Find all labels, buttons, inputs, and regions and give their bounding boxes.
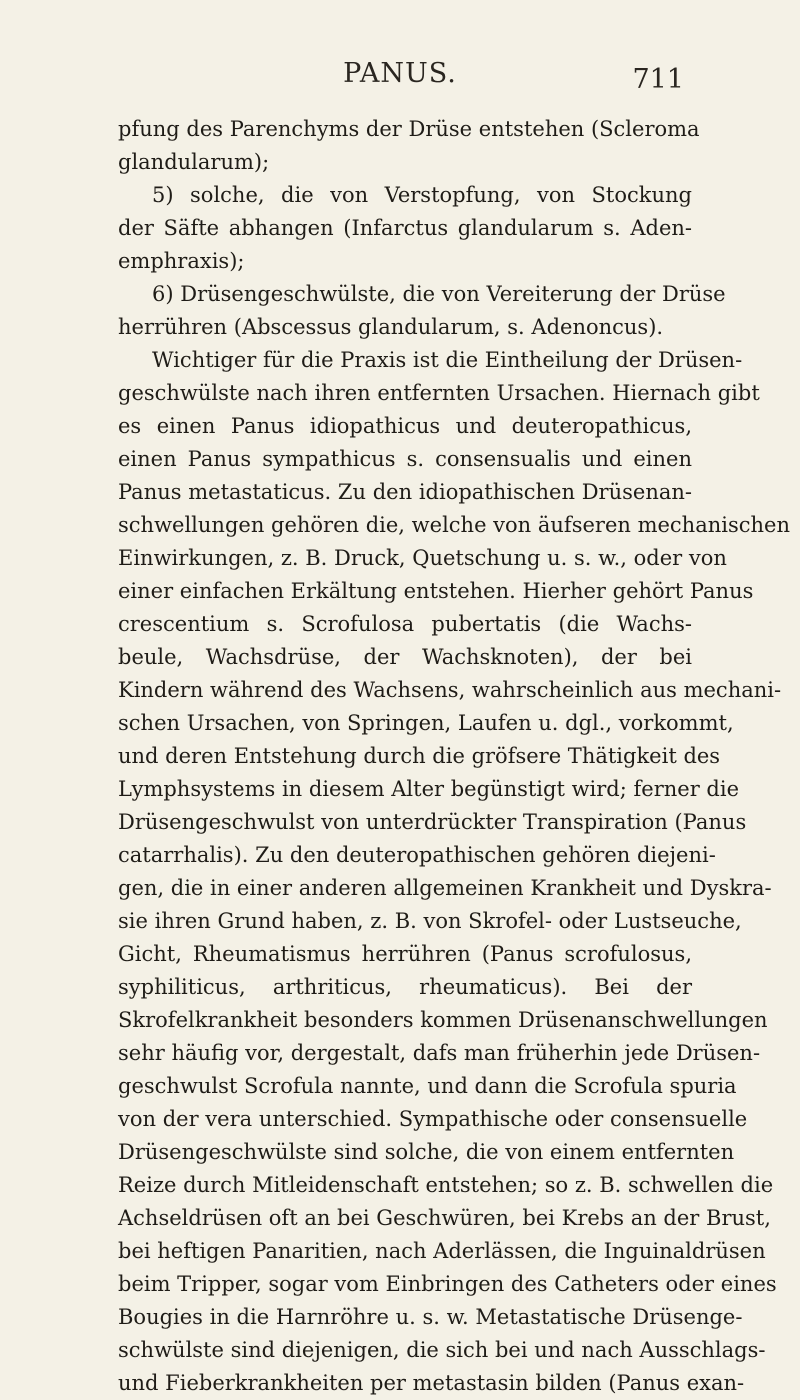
text-line: Panus metastaticus. Zu den idiopathischen Drüsenan- xyxy=(118,480,692,504)
text-line: schwellungen gehören die, welche von äufseren mechanischen xyxy=(118,513,790,537)
page-number: 711 xyxy=(632,64,684,95)
text-line: von der vera unterschied. Sympathische oder consensuelle xyxy=(118,1107,748,1131)
text-line: pfung des Parenchyms der Drüse entstehen (Scleroma xyxy=(118,117,700,141)
text-line: der Säfte abhangen (Infarctus glandularum s. Aden- xyxy=(118,216,692,240)
running-title: PANUS. xyxy=(343,58,457,89)
text-line: einen Panus sympathicus s. consensualis und einen xyxy=(118,447,692,471)
text-line: geschwülste nach ihren entfernten Ursachen. Hiernach gibt xyxy=(118,381,760,405)
text-line: Bougies in die Harnröhre u. s. w. Metastatische Drüsenge- xyxy=(118,1305,743,1329)
text-line: bei heftigen Panaritien, nach Aderlässen, die Inguinaldrüsen xyxy=(118,1239,766,1263)
text-line: es einen Panus idiopathicus und deuteropathicus, xyxy=(118,414,692,438)
text-line: Lymphsystems in diesem Alter begünstigt wird; ferner die xyxy=(118,777,739,801)
text-line: Reize durch Mitleidenschaft entstehen; so z. B. schwellen die xyxy=(118,1173,774,1197)
text-line: Einwirkungen, z. B. Druck, Quetschung u. s. w., oder von xyxy=(118,546,727,570)
text-line: syphiliticus, arthriticus, rheumaticus). Bei der xyxy=(118,975,692,999)
text-line: schwülste sind diejenigen, die sich bei und nach Ausschlags- xyxy=(118,1338,766,1362)
text-line: sie ihren Grund haben, z. B. von Skrofel- oder Lustseuche, xyxy=(118,909,742,933)
text-line: einer einfachen Erkältung entstehen. Hierher gehört Panus xyxy=(118,579,754,603)
page-header xyxy=(0,58,800,98)
text-line: 6) Drüsengeschwülste, die von Vereiterung der Drüse xyxy=(152,282,726,306)
text-line: beule, Wachsdrüse, der Wachsknoten), der bei xyxy=(118,645,692,669)
text-line: herrühren (Abscessus glandularum, s. Adenoncus). xyxy=(118,315,664,339)
text-line: Gicht, Rheumatismus herrühren (Panus scrofulosus, xyxy=(118,942,692,966)
text-line: Wichtiger für die Praxis ist die Eintheilung der Drüsen- xyxy=(152,348,743,372)
text-line: und deren Entstehung durch die gröfsere Thätigkeit des xyxy=(118,744,721,768)
body-text xyxy=(118,113,790,1400)
text-line: Kindern während des Wachsens, wahrscheinlich aus mechani- xyxy=(118,678,782,702)
text-line: geschwulst Scrofula nannte, und dann die Scrofula spuria xyxy=(118,1074,737,1098)
text-line: schen Ursachen, von Springen, Laufen u. dgl., vorkommt, xyxy=(118,711,734,735)
text-line: 5) solche, die von Verstopfung, von Stockung xyxy=(152,183,692,207)
text-line: sehr häufig vor, dergestalt, dafs man früherhin jede Drüsen- xyxy=(118,1041,761,1065)
text-line: Achseldrüsen oft an bei Geschwüren, bei Krebs an der Brust, xyxy=(118,1206,771,1230)
text-line: Drüsengeschwulst von unterdrückter Transpiration (Panus xyxy=(118,810,747,834)
text-line: glandularum); xyxy=(118,150,270,174)
text-line: beim Tripper, sogar vom Einbringen des Catheters oder eines xyxy=(118,1272,777,1296)
text-line: catarrhalis). Zu den deuteropathischen gehören diejeni- xyxy=(118,843,716,867)
text-line: gen, die in einer anderen allgemeinen Krankheit und Dyskra- xyxy=(118,876,772,900)
text-line: Skrofelkrankheit besonders kommen Drüsenanschwellungen xyxy=(118,1008,768,1032)
text-line: Drüsengeschwülste sind solche, die von einem entfernten xyxy=(118,1140,735,1164)
text-line: emphraxis); xyxy=(118,249,245,273)
text-line: crescentium s. Scrofulosa pubertatis (die Wachs- xyxy=(118,612,692,636)
text-line: und Fieberkrankheiten per metastasin bilden (Panus exan- xyxy=(118,1371,745,1395)
